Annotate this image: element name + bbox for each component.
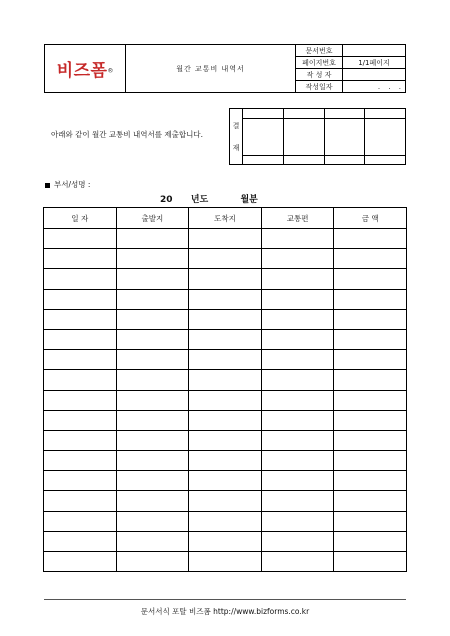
registered-mark: ® <box>107 68 114 75</box>
table-cell[interactable] <box>44 229 117 249</box>
meta-value-page-number: 1/1페이지 <box>343 57 406 69</box>
table-row <box>44 390 407 410</box>
table-cell[interactable] <box>334 491 407 511</box>
table-cell[interactable] <box>334 430 407 450</box>
period-month-suffix: 월분 <box>240 195 258 205</box>
approval-sign-cell[interactable] <box>324 119 365 156</box>
table-row <box>44 370 407 390</box>
table-row <box>44 309 407 329</box>
table-cell[interactable] <box>44 350 117 370</box>
table-cell[interactable] <box>116 370 189 390</box>
approval-title-cell[interactable] <box>365 109 406 119</box>
table-cell[interactable] <box>334 552 407 572</box>
period-year-prefix: 20 <box>160 195 173 205</box>
table-cell[interactable] <box>116 511 189 531</box>
table-cell[interactable] <box>44 329 117 349</box>
approval-sign-cell[interactable] <box>283 119 324 156</box>
square-bullet-icon <box>45 183 50 188</box>
approval-date-cell[interactable] <box>365 156 406 165</box>
table-cell[interactable] <box>116 390 189 410</box>
column-header-date: 일 자 <box>44 208 117 229</box>
table-cell[interactable] <box>334 531 407 551</box>
meta-label-page-number: 페이지번호 <box>296 57 343 69</box>
table-cell[interactable] <box>261 289 334 309</box>
table-cell[interactable] <box>189 289 262 309</box>
table-cell[interactable] <box>116 552 189 572</box>
table-row <box>44 329 407 349</box>
table-cell[interactable] <box>189 410 262 430</box>
approval-table <box>229 108 406 165</box>
table-cell[interactable] <box>261 269 334 289</box>
footer-divider <box>44 599 406 600</box>
column-header-transport: 교통편 <box>261 208 334 229</box>
table-cell[interactable] <box>334 289 407 309</box>
table-cell[interactable] <box>261 229 334 249</box>
table-cell[interactable] <box>44 451 117 471</box>
table-cell[interactable] <box>189 552 262 572</box>
meta-label-date: 작성일자 <box>296 81 343 93</box>
column-header-arrival: 도착지 <box>189 208 262 229</box>
table-row <box>44 269 407 289</box>
table-row <box>44 229 407 249</box>
table-header-row <box>44 208 407 229</box>
table-cell[interactable] <box>116 329 189 349</box>
table-cell[interactable] <box>116 289 189 309</box>
column-header-departure: 출발지 <box>116 208 189 229</box>
table-cell[interactable] <box>189 430 262 450</box>
table-cell[interactable] <box>189 471 262 491</box>
table-cell[interactable] <box>189 451 262 471</box>
table-cell[interactable] <box>189 491 262 511</box>
table-cell[interactable] <box>44 491 117 511</box>
table-row <box>44 491 407 511</box>
table-cell[interactable] <box>116 309 189 329</box>
table-cell[interactable] <box>116 471 189 491</box>
table-cell[interactable] <box>261 410 334 430</box>
table-row <box>44 451 407 471</box>
table-cell[interactable] <box>44 531 117 551</box>
table-cell[interactable] <box>44 370 117 390</box>
table-cell[interactable] <box>261 430 334 450</box>
table-cell[interactable] <box>44 552 117 572</box>
table-cell[interactable] <box>334 410 407 430</box>
approval-label-bottom: 재 <box>232 143 240 152</box>
table-cell[interactable] <box>261 511 334 531</box>
approval-label <box>230 109 243 165</box>
table-cell[interactable] <box>189 350 262 370</box>
table-row <box>44 511 407 531</box>
dept-name-line <box>45 179 90 190</box>
table-cell[interactable] <box>261 309 334 329</box>
table-cell[interactable] <box>44 249 117 269</box>
table-cell[interactable] <box>189 370 262 390</box>
table-cell[interactable] <box>334 269 407 289</box>
dept-label: 부서/성명 : <box>54 180 91 189</box>
approval-label-top: 결 <box>232 121 240 130</box>
table-cell[interactable] <box>44 269 117 289</box>
table-cell[interactable] <box>116 269 189 289</box>
table-cell[interactable] <box>261 390 334 410</box>
table-cell[interactable] <box>189 390 262 410</box>
table-cell[interactable] <box>44 410 117 430</box>
table-row <box>44 471 407 491</box>
footer-text: 문서서식 포탈 비즈폼 http://www.bizforms.co.kr <box>140 607 310 616</box>
meta-label-doc-number: 문서번호 <box>296 45 343 57</box>
expense-table <box>43 207 407 572</box>
approval-sign-cell[interactable] <box>243 119 284 156</box>
table-cell[interactable] <box>116 451 189 471</box>
table-cell[interactable] <box>334 511 407 531</box>
table-cell[interactable] <box>261 451 334 471</box>
approval-sign-cell[interactable] <box>365 119 406 156</box>
table-row <box>44 350 407 370</box>
intro-text: 아래와 같이 월간 교통비 내역서를 제출합니다. <box>51 130 203 139</box>
table-cell[interactable] <box>44 390 117 410</box>
table-cell[interactable] <box>44 289 117 309</box>
table-cell[interactable] <box>189 531 262 551</box>
table-cell[interactable] <box>261 329 334 349</box>
approval-title-cell[interactable] <box>324 109 365 119</box>
table-cell[interactable] <box>334 309 407 329</box>
table-cell[interactable] <box>44 471 117 491</box>
table-cell[interactable] <box>189 511 262 531</box>
table-row <box>44 430 407 450</box>
meta-value-doc-number[interactable] <box>343 45 406 57</box>
period-line <box>160 192 258 205</box>
table-cell[interactable] <box>44 309 117 329</box>
table-row <box>44 531 407 551</box>
table-cell[interactable] <box>334 350 407 370</box>
table-row <box>44 289 407 309</box>
table-cell[interactable] <box>116 410 189 430</box>
table-cell[interactable] <box>189 309 262 329</box>
table-cell[interactable] <box>189 249 262 269</box>
table-cell[interactable] <box>261 552 334 572</box>
table-row <box>44 249 407 269</box>
table-cell[interactable] <box>189 329 262 349</box>
table-cell[interactable] <box>116 531 189 551</box>
table-cell[interactable] <box>334 229 407 249</box>
table-cell[interactable] <box>44 430 117 450</box>
logo-text: 비즈폼 <box>56 61 108 81</box>
table-cell[interactable] <box>261 350 334 370</box>
table-cell[interactable] <box>261 249 334 269</box>
meta-value-author[interactable] <box>343 69 406 81</box>
table-cell[interactable] <box>334 249 407 269</box>
approval-date-cell[interactable] <box>243 156 284 165</box>
table-cell[interactable] <box>189 269 262 289</box>
table-cell[interactable] <box>116 229 189 249</box>
table-cell[interactable] <box>261 370 334 390</box>
table-cell[interactable] <box>334 370 407 390</box>
table-cell[interactable] <box>261 471 334 491</box>
table-cell[interactable] <box>334 390 407 410</box>
document-header <box>44 44 406 93</box>
table-cell[interactable] <box>261 491 334 511</box>
table-cell[interactable] <box>334 471 407 491</box>
table-row <box>44 410 407 430</box>
period-year-suffix: 년도 <box>190 195 209 205</box>
table-row <box>44 552 407 572</box>
table-cell[interactable] <box>116 430 189 450</box>
table-cell[interactable] <box>116 491 189 511</box>
table-cell[interactable] <box>261 531 334 551</box>
approval-date-cell[interactable] <box>324 156 365 165</box>
approval-title-cell[interactable] <box>243 109 284 119</box>
table-cell[interactable] <box>44 511 117 531</box>
meta-label-author: 작 성 자 <box>296 69 343 81</box>
column-header-amount: 금 액 <box>334 208 407 229</box>
table-cell[interactable] <box>189 229 262 249</box>
table-cell[interactable] <box>334 451 407 471</box>
approval-title-cell[interactable] <box>283 109 324 119</box>
meta-value-date[interactable]: . . . <box>343 81 406 93</box>
page-title: 월간 교통비 내역서 <box>126 45 296 93</box>
table-cell[interactable] <box>116 249 189 269</box>
approval-date-cell[interactable] <box>283 156 324 165</box>
logo <box>45 45 126 93</box>
table-cell[interactable] <box>116 350 189 370</box>
table-cell[interactable] <box>334 329 407 349</box>
